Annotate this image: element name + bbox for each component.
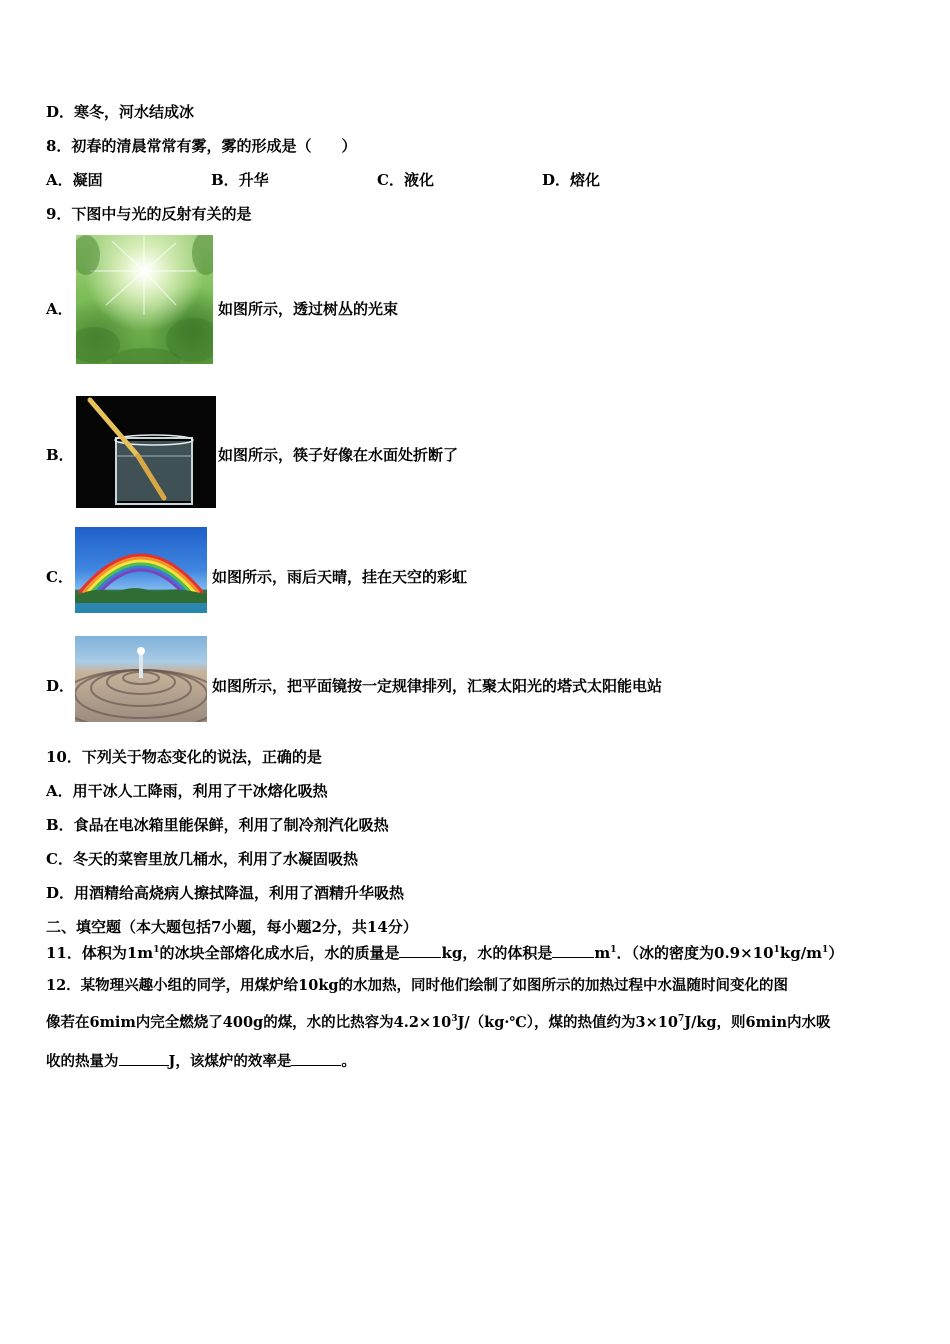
forest-light-image	[76, 235, 213, 364]
q12-text: J/kg，则6min内水吸	[684, 1014, 831, 1031]
q12-text: J/（kg·℃），煤的热值约为3×10	[457, 1014, 678, 1031]
q11-sup: 1	[822, 945, 829, 955]
question-9: 9．下图中与光的反射有关的是	[46, 205, 252, 223]
q11-text: 的冰块全部熔化成水后，水的质量是	[159, 944, 400, 962]
q9-option-c-label: C．	[46, 568, 73, 586]
question-12-line-1: 12．某物理兴趣小组的同学，用煤炉给10kg的水加热，同时他们绘制了如图所示的加热过程中水温随时间变化的图	[46, 977, 789, 994]
q12-text: 收的热量为	[46, 1053, 119, 1070]
answer-blank[interactable]	[552, 943, 594, 958]
question-12-line-2	[46, 1013, 831, 1033]
q8-option-a: A．凝固	[46, 171, 103, 189]
q11-sup: 1	[610, 945, 617, 955]
q11-text: m	[594, 944, 611, 962]
q7-option-d: D．寒冬，河水结成冰	[46, 103, 195, 121]
section-heading: 二、填空题（本大题包括7小题，每小题2分，共14分）	[46, 918, 418, 936]
q9-option-c-text: 如图所示，雨后天晴，挂在天空的彩虹	[212, 568, 468, 586]
q11-text: 11．体积为1m	[46, 944, 154, 962]
q11-text: kg，水的体积是	[441, 944, 553, 962]
answer-blank[interactable]	[119, 1051, 169, 1066]
q9-option-a-text: 如图所示，透过树丛的光束	[218, 300, 399, 318]
q12-text: J，该煤炉的效率是	[168, 1053, 292, 1070]
question-11	[46, 943, 843, 963]
chopstick-in-water-image	[76, 396, 216, 508]
question-10: 10．下列关于物态变化的说法，正确的是	[46, 748, 322, 766]
q12-text: 。	[341, 1053, 356, 1070]
q10-option-d: D．用酒精给高烧病人擦拭降温，利用了酒精升华吸热	[46, 884, 405, 902]
solar-tower-image	[75, 636, 207, 722]
q11-text: ．（冰的密度为0.9×10	[616, 944, 774, 962]
question-12-line-3	[46, 1051, 356, 1072]
q11-text: ）	[828, 944, 844, 962]
q12-sup: 3	[451, 1014, 458, 1025]
q8-option-c: C．液化	[377, 171, 434, 189]
q11-sup: 1	[773, 945, 780, 955]
q12-text: 像若在6mim内完全燃烧了400g的煤，水的比热容为4.2×10	[46, 1014, 452, 1031]
q9-option-d-label: D．	[46, 677, 75, 695]
question-8: 8．初春的清晨常常有雾，雾的形成是（ ）	[46, 137, 357, 155]
answer-blank[interactable]	[399, 943, 441, 958]
q9-option-d-text: 如图所示，把平面镜按一定规律排列，汇聚太阳光的塔式太阳能电站	[212, 677, 663, 695]
q11-text: kg/m	[779, 944, 823, 962]
q8-option-d: D．熔化	[542, 171, 601, 189]
rainbow-image	[75, 527, 207, 613]
q8-option-b: B．升华	[211, 171, 269, 189]
q12-sup: 7	[677, 1014, 685, 1025]
q11-sup: 1	[153, 945, 160, 955]
q9-option-b-label: B．	[46, 446, 74, 464]
answer-blank[interactable]	[291, 1051, 341, 1066]
q9-option-a-label: A．	[46, 300, 73, 318]
q10-option-b: B．食品在电冰箱里能保鲜，利用了制冷剂汽化吸热	[46, 816, 389, 834]
q10-option-a: A．用干冰人工降雨，利用了干冰熔化吸热	[46, 782, 328, 800]
q10-option-c: C．冬天的菜窖里放几桶水，利用了水凝固吸热	[46, 850, 358, 868]
q9-option-b-text: 如图所示，筷子好像在水面处折断了	[218, 446, 459, 464]
